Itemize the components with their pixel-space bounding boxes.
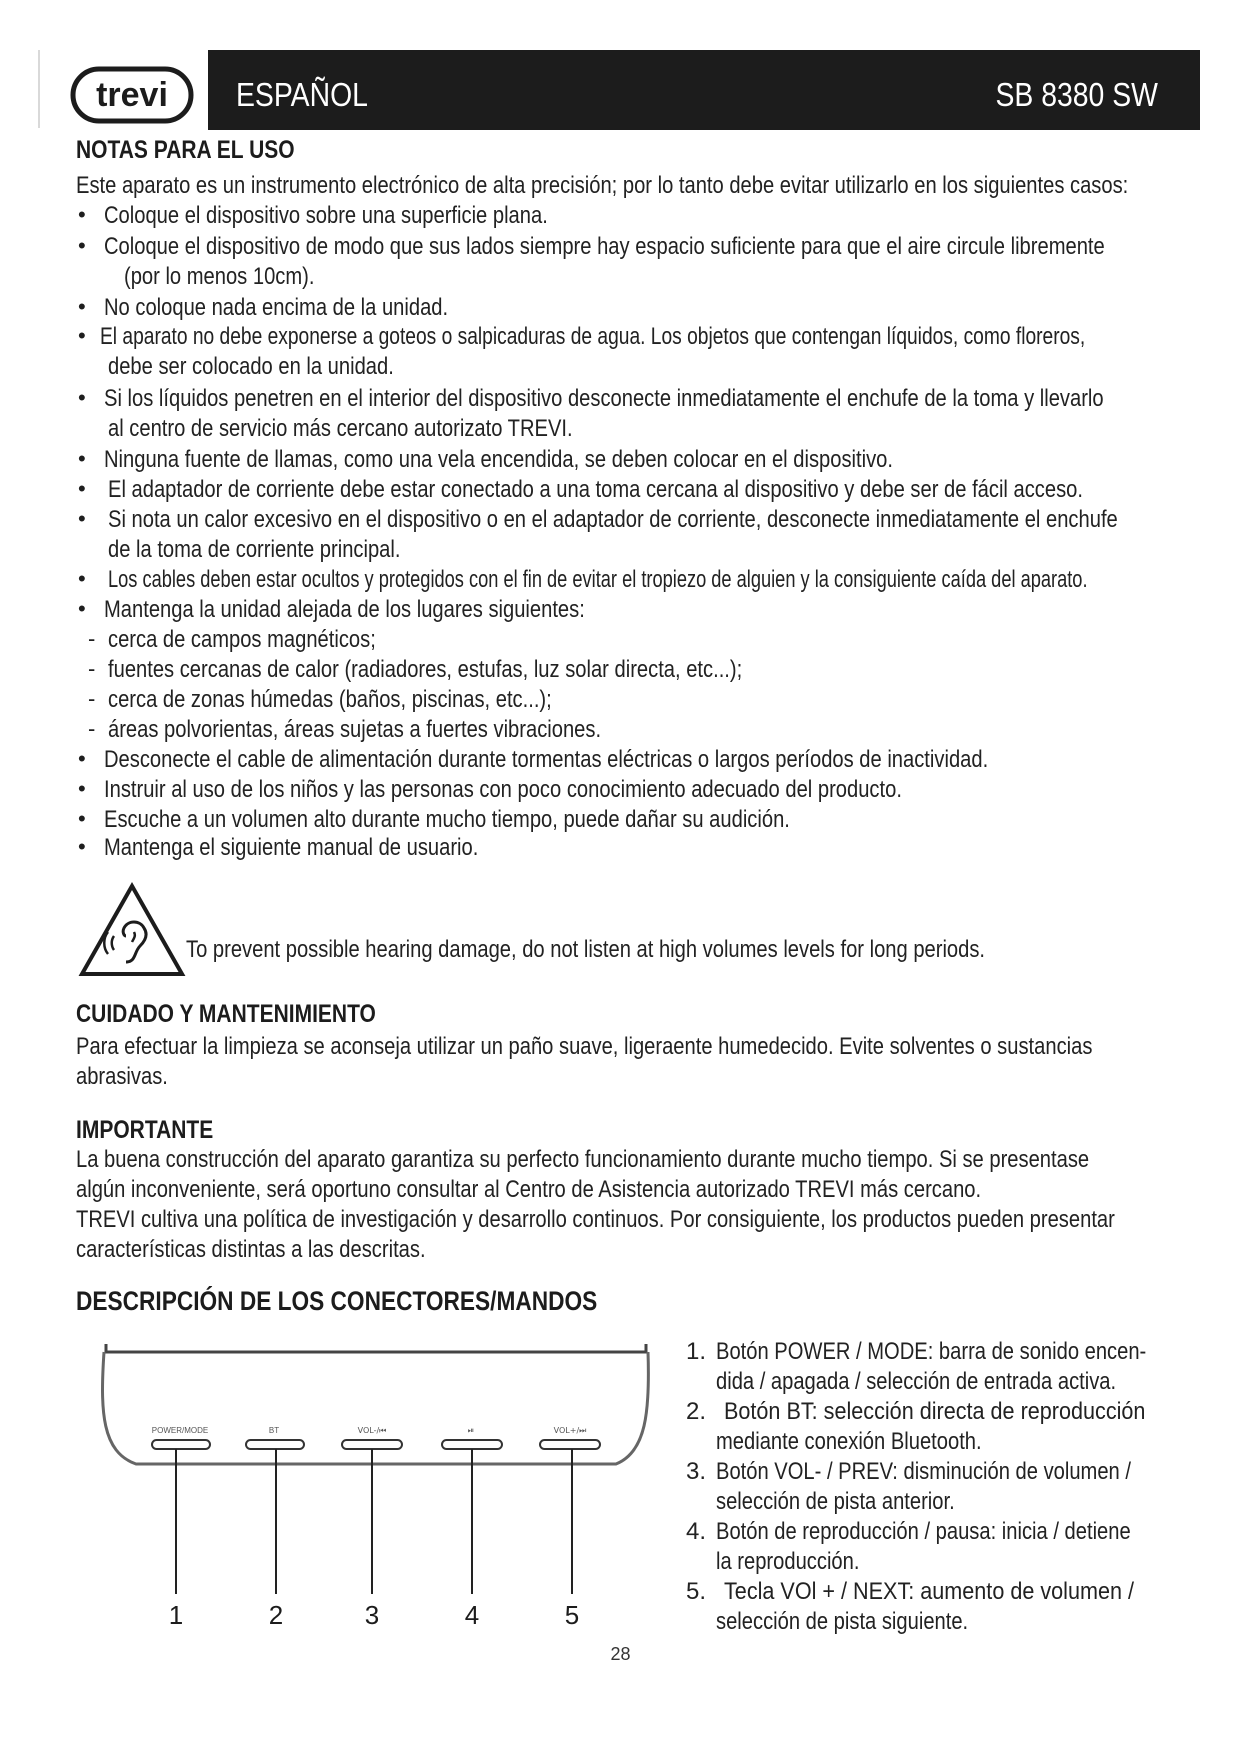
care-text-line: Para efectuar la limpieza se aconseja utilizar un paño suave, ligeraente humedecido. Evite solventes o sustancias bbox=[76, 1033, 1093, 1060]
figure-number: 4 bbox=[464, 1600, 480, 1630]
figure-button-label: VOL-/⏮ bbox=[357, 1426, 387, 1435]
care-title: CUIDADO Y MANTENIMIENTO bbox=[76, 1000, 376, 1028]
figure-button-label: ⏯ bbox=[467, 1426, 475, 1435]
figure-number: 1 bbox=[168, 1600, 184, 1630]
page-edge-line bbox=[38, 50, 40, 128]
figure-number: 3 bbox=[364, 1600, 380, 1630]
important-text-line: algún inconveniente, será oportuno consultar al Centro de Asistencia autorizado TREVI más cercano. bbox=[76, 1176, 982, 1203]
model-label: SB 8380 SW bbox=[995, 76, 1158, 113]
important-text-line: TREVI cultiva una política de investigación y desarrollo continuos. Por consiguiente, los productos pueden presentar bbox=[76, 1206, 1115, 1233]
notes-intro: Este aparato es un instrumento electrónico de alta precisión; por lo tanto debe evitar utilizarlo en los siguientes casos: bbox=[76, 172, 1129, 199]
page-number: 28 bbox=[610, 1644, 631, 1664]
notes-title: NOTAS PARA EL USO bbox=[76, 136, 295, 164]
important-text-line: características distintas a las descritas. bbox=[76, 1236, 426, 1263]
important-text-line: La buena construcción del aparato garantiza su perfecto funcionamiento durante mucho tiempo. Si se presentase bbox=[76, 1146, 1090, 1173]
important-title: IMPORTANTE bbox=[76, 1116, 214, 1144]
hearing-warning-text: To prevent possible hearing damage, do not listen at high volumes levels for long periods. bbox=[186, 936, 986, 963]
figure-button-label: VOL+/⏭ bbox=[553, 1426, 587, 1435]
soundbar-controls-diagram bbox=[76, 1342, 656, 1632]
language-label: ESPAÑOL bbox=[236, 76, 368, 113]
trevi-logo-text: trevi bbox=[96, 76, 168, 114]
hearing-warning-icon bbox=[78, 880, 186, 978]
figure-number: 2 bbox=[268, 1600, 284, 1630]
figure-button-label: BT bbox=[268, 1426, 280, 1435]
figure-button-label: POWER/MODE bbox=[151, 1426, 209, 1435]
trevi-logo bbox=[70, 66, 194, 124]
connectors-title: DESCRIPCIÓN DE LOS CONECTORES/MANDOS bbox=[76, 1286, 598, 1316]
care-text-line: abrasivas. bbox=[76, 1063, 168, 1090]
figure-number: 5 bbox=[564, 1600, 580, 1630]
header-bar bbox=[208, 50, 1200, 130]
